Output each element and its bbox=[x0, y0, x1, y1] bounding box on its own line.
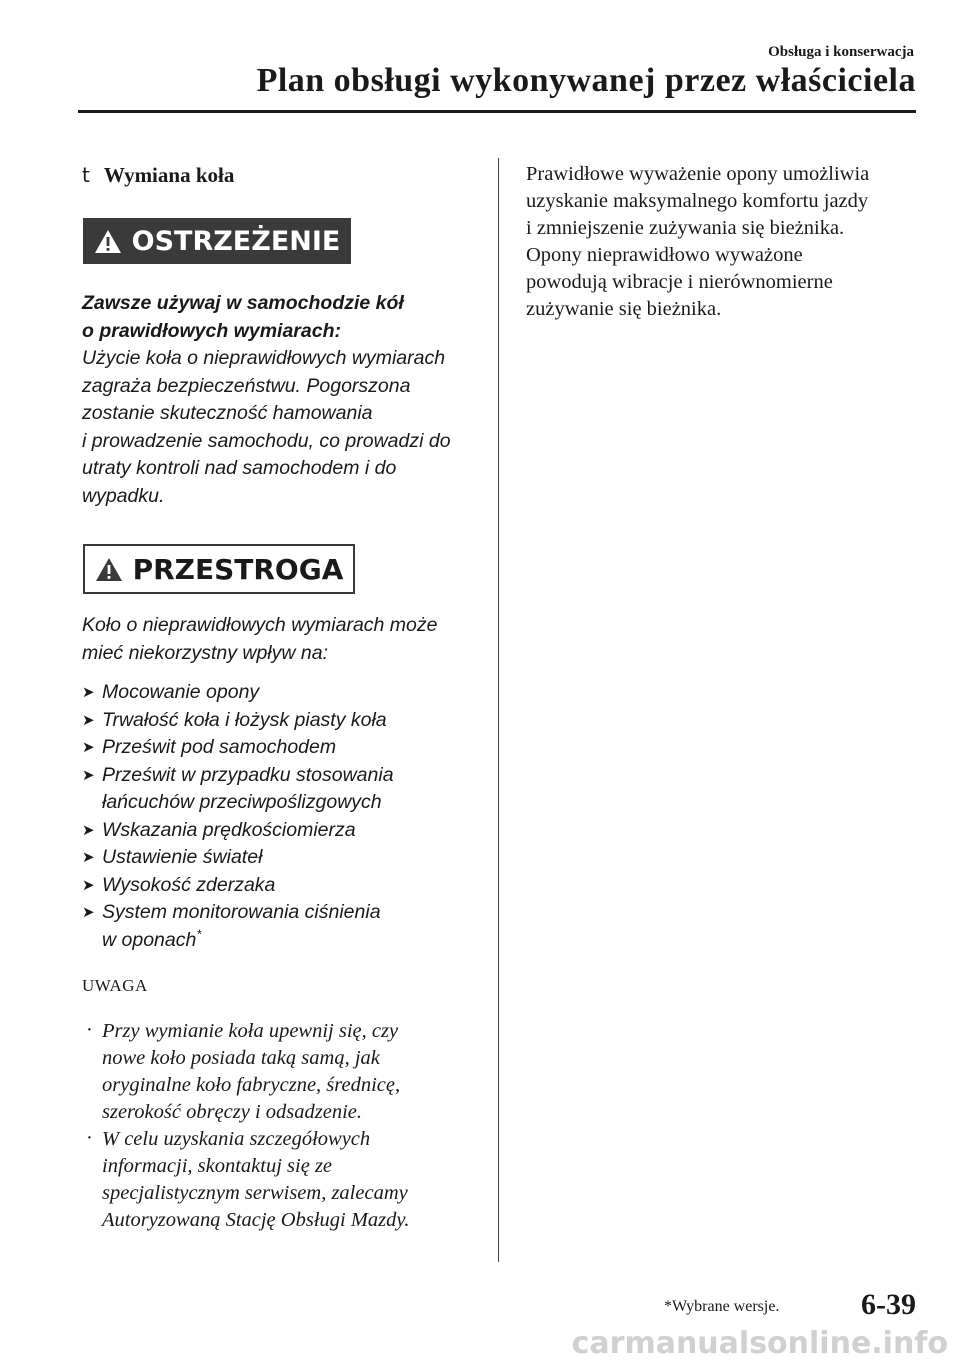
warning-badge bbox=[83, 218, 351, 264]
caution-item-text: łańcuchów przeciwpoślizgowych bbox=[102, 791, 382, 813]
caution-item-text: Ustawienie świateł bbox=[102, 846, 263, 868]
warning-badge-label: OSTRZEŻENIE bbox=[131, 225, 341, 257]
caution-intro-line: mieć niekorzystny wpływ na: bbox=[82, 641, 328, 664]
caution-triangle-icon bbox=[95, 557, 123, 582]
warning-body-line: i prowadzenie samochodu, co prowadzi do bbox=[82, 429, 451, 452]
paragraph-line: Prawidłowe wyważenie opony umożliwia bbox=[526, 163, 870, 185]
caution-list bbox=[82, 679, 482, 954]
header-divider bbox=[78, 110, 916, 113]
note-list bbox=[82, 1018, 482, 1234]
caution-badge bbox=[83, 544, 355, 594]
caution-list-item bbox=[82, 872, 482, 900]
caution-list-item bbox=[82, 707, 482, 735]
note-label: UWAGA bbox=[82, 976, 148, 995]
caution-list-item bbox=[82, 762, 482, 817]
caution-list-item bbox=[82, 844, 482, 872]
left-column bbox=[82, 160, 482, 1234]
watermark: carmanualsonline.info bbox=[571, 1326, 948, 1361]
caution-item-text-part: w oponach bbox=[102, 928, 197, 951]
note-line: specjalistycznym serwisem, zalecamy bbox=[102, 1182, 408, 1204]
warning-body-line: zagraża bezpieczeństwu. Pogorszona bbox=[82, 374, 411, 397]
caution-item-text bbox=[102, 927, 482, 955]
paragraph-line: i zmniejszenie zużywania się bieżnika. bbox=[526, 217, 845, 239]
caution-item-text: Mocowanie opony bbox=[102, 681, 260, 703]
warning-body-line: Użycie koła o nieprawidłowych wymiarach bbox=[82, 347, 446, 369]
caution-item-text: Wysokość zderzaka bbox=[102, 873, 276, 896]
paragraph-line: Opony nieprawidłowo wyważone bbox=[526, 244, 803, 266]
warning-body-line: wypadku. bbox=[82, 484, 165, 507]
caution-item-text: Wskazania prędkościomierza bbox=[102, 818, 356, 841]
paragraph-line: uzyskanie maksymalnego komfortu jazdy bbox=[526, 190, 869, 212]
right-column bbox=[526, 160, 916, 323]
note-line: · Przy wymianie koła upewnij się, czy bbox=[102, 1020, 399, 1042]
section-title: Wymiana koła bbox=[103, 162, 235, 187]
note-line: szerokość obręczy i odsadzenie. bbox=[102, 1101, 362, 1123]
header-section-label: Obsługa i konserwacja bbox=[768, 44, 914, 60]
warning-lead bbox=[82, 290, 482, 345]
column-divider bbox=[498, 158, 499, 1262]
warning-lead-line: Zawsze używaj w samochodzie kół bbox=[82, 292, 404, 314]
paragraph-line: powodują wibracje i nierównomierne bbox=[526, 271, 833, 293]
caution-list-item bbox=[82, 679, 482, 707]
note-line: Autoryzowaną Stację Obsługi Mazdy. bbox=[102, 1209, 410, 1231]
optional-mark: * bbox=[196, 926, 202, 941]
caution-list-item bbox=[82, 899, 482, 954]
section-heading bbox=[82, 160, 482, 190]
page-number: 6-39 bbox=[861, 1288, 916, 1321]
note-line: informacji, skontaktuj się ze bbox=[102, 1155, 333, 1177]
note-line: oryginalne koło fabryczne, średnicę, bbox=[102, 1074, 401, 1096]
caution-list-item bbox=[82, 817, 482, 845]
note-line: nowe koło posiada taką samą, jak bbox=[102, 1047, 380, 1069]
caution-badge-label: PRZESTROGA bbox=[132, 552, 344, 586]
caution-item-text: Trwałość koła i łożysk piasty koła bbox=[102, 708, 387, 731]
caution-list-item bbox=[82, 734, 482, 762]
section-marker: t bbox=[82, 163, 90, 187]
caution-item-text: ➤ System monitorowania ciśnienia bbox=[102, 901, 381, 923]
caution-item-text: Prześwit pod samochodem bbox=[102, 736, 337, 758]
warning-body-line: utraty kontroli nad samochodem i do bbox=[82, 457, 397, 479]
caution-intro bbox=[82, 612, 482, 667]
note-item bbox=[82, 1126, 482, 1234]
balance-paragraph bbox=[526, 161, 916, 323]
warning-triangle-icon bbox=[94, 229, 122, 254]
warning-lead-line: o prawidłowych wymiarach: bbox=[82, 319, 341, 342]
warning-body-line: zostanie skuteczność hamowania bbox=[82, 402, 373, 424]
note-line: · W celu uzyskania szczegółowych bbox=[102, 1128, 371, 1150]
caution-intro-line: Koło o nieprawidłowych wymiarach może bbox=[82, 614, 438, 636]
paragraph-line: zużywanie się bieżnika. bbox=[526, 298, 722, 320]
note-item bbox=[82, 1018, 482, 1126]
warning-body bbox=[82, 345, 482, 510]
page-title: Plan obsługi wykonywanej przez właściciela bbox=[256, 62, 916, 99]
footer-note: *Wybrane wersje. bbox=[664, 1298, 780, 1315]
caution-item-text: ➤ Prześwit w przypadku stosowania bbox=[102, 763, 394, 786]
